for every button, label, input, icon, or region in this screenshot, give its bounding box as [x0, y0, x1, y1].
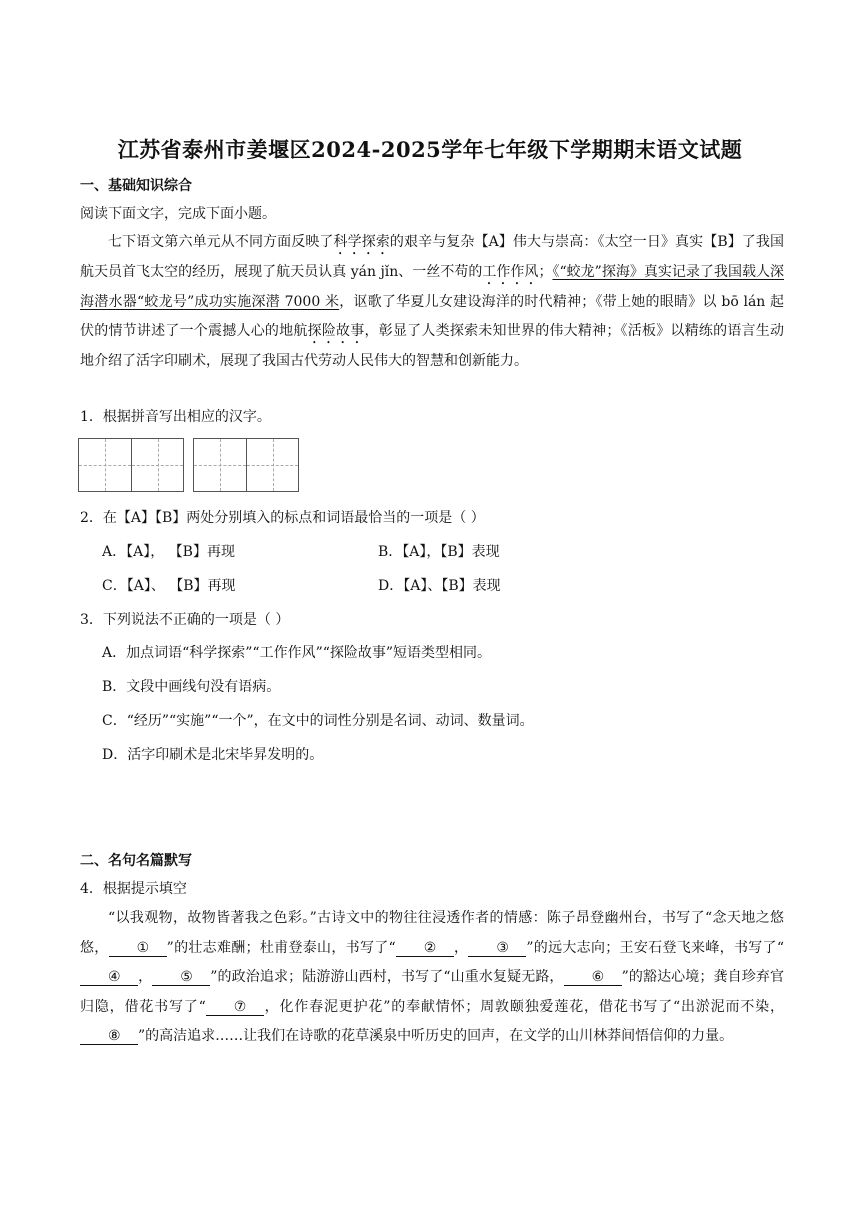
- answer-cell[interactable]: [131, 439, 183, 491]
- recitation-paragraph: [80, 904, 784, 1052]
- recitation-text: ”的远大志向；王安石登飞来峰，书写了“: [526, 939, 784, 956]
- answer-box-2[interactable]: [193, 438, 299, 492]
- blank-2[interactable]: ②: [396, 940, 454, 957]
- q3-option-b[interactable]: B．文段中画线句没有语病。: [102, 679, 281, 695]
- question-1: 1．根据拼音写出相应的汉字。: [80, 409, 271, 425]
- answer-box-1[interactable]: [78, 438, 184, 492]
- passage-paragraph: [80, 228, 784, 376]
- q3-option-c[interactable]: C．“经历”“实施”“一个”，在文中的词性分别是名词、动词、数量词。: [102, 713, 534, 729]
- q2-option-d[interactable]: D．【A】、【B】表现: [378, 578, 501, 594]
- blank-7[interactable]: ⑦: [206, 999, 264, 1016]
- passage-text: ，讴歌了华夏儿女建设海洋的时代精神；《带上她的眼睛》以 bō lán 起伏的情节讲述了一个震撼人心的地航: [80, 294, 784, 339]
- section-heading-recitation: 二、名句名篇默写: [80, 853, 192, 869]
- recitation-text: ，: [138, 969, 153, 985]
- answer-grid: [78, 438, 299, 492]
- blank-6[interactable]: ⑥: [564, 969, 622, 986]
- question-4: 4．根据提示填空: [80, 881, 187, 897]
- dotted-phrase-2: 工作作风: [482, 264, 539, 280]
- recitation-text: ，: [453, 939, 469, 956]
- passage-text: ，彰显了人类探索未知世界的伟大精神；《活板》以精练的语言生动地介绍了活字印刷术，展现了我国古代劳动人民伟大的智慧和创新能力。: [80, 323, 785, 369]
- reading-instruction: 阅读下面文字，完成下面小题。: [80, 206, 276, 222]
- question-2: 2．在【A】【B】两处分别填入的标点和词语最恰当的一项是（ ）: [80, 510, 485, 526]
- passage-text: ；: [538, 264, 553, 280]
- recitation-text: ”的高洁追求……让我们在诗歌的花草溪泉中听历史的回声，在文学的山川林莽间悟信仰的力量。: [138, 1028, 734, 1044]
- dotted-phrase-3: 探险故事: [307, 323, 365, 339]
- underlined-sentence: 《“蛟龙”探海》真实记录了我国载人深海潜水器“蛟龙号”成功实施深潜 7000 米: [80, 264, 784, 310]
- passage-text: 七下语文第六单元从不同方面反映了: [108, 234, 334, 250]
- section-heading-basic-knowledge: 一、基础知识综合: [80, 178, 192, 194]
- q2-option-c[interactable]: C．【A】、 【B】再现: [102, 578, 236, 594]
- recitation-text: ”的豁达心境；龚自珍弃官归隐，借花书写了“: [80, 969, 784, 1015]
- page-title: 江苏省泰州市姜堰区2024-2025学年七年级下学期期末语文试题: [117, 137, 743, 162]
- q3-option-d[interactable]: D．活字印刷术是北宋毕昇发明的。: [102, 747, 324, 763]
- blank-3[interactable]: ③: [468, 940, 526, 957]
- recitation-text: ，化作春泥更护花”的奉献情怀；周敦颐独爱莲花，借花书写了“出淤泥而不染，: [263, 998, 784, 1015]
- question-3: 3．下列说法不正确的一项是（ ）: [80, 612, 290, 628]
- blank-8[interactable]: ⑧: [80, 1028, 138, 1045]
- blank-4[interactable]: ④: [80, 969, 138, 986]
- answer-cell[interactable]: [79, 439, 131, 491]
- q2-option-a[interactable]: A．【A】， 【B】再现: [102, 544, 235, 560]
- recitation-passage: [80, 904, 784, 1052]
- blank-1[interactable]: ①: [109, 940, 167, 957]
- answer-cell[interactable]: [194, 439, 246, 491]
- recitation-text: “以我观物，故物皆著我之色彩。”古诗文中的物往往浸透作者的情感：陈子昂登幽州台，书写了“念天地之悠悠，: [80, 910, 784, 956]
- dotted-phrase-1: 科学探索: [333, 234, 390, 250]
- blank-5[interactable]: ⑤: [152, 969, 210, 986]
- q2-option-b[interactable]: B．【A】，【B】表现: [378, 544, 500, 560]
- reading-passage: [80, 228, 784, 376]
- passage-text: 的艰辛与复杂【A】伟大与崇高：《太空一日》真实【B】了我国航天员首飞太空的经历，展现了航天员认真 yán jǐn、一丝不苟的: [80, 234, 784, 280]
- recitation-text: ”的壮志难酬；杜甫登泰山，书写了“: [166, 939, 396, 956]
- answer-cell[interactable]: [246, 439, 298, 491]
- recitation-text: ”的政治追求；陆游游山西村，书写了“山重水复疑无路，: [210, 969, 564, 985]
- q3-option-a[interactable]: A．加点词语“科学探索”“工作作风”“探险故事”短语类型相同。: [102, 645, 492, 661]
